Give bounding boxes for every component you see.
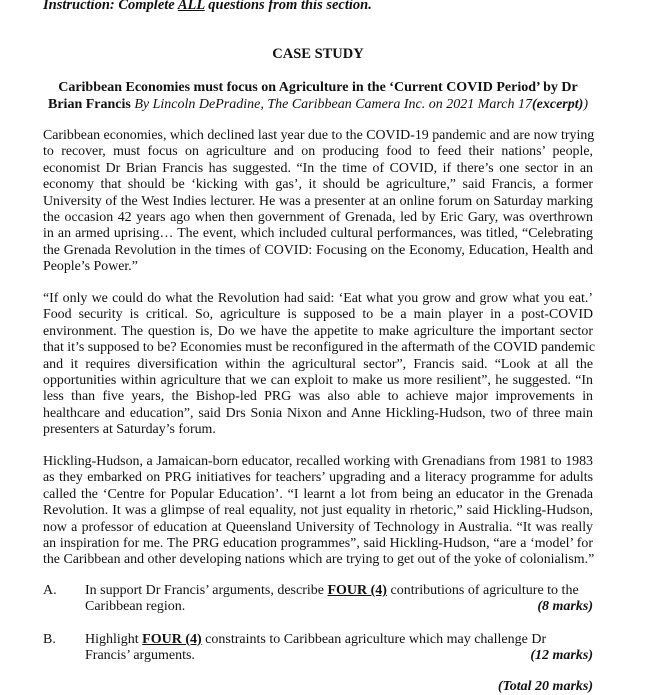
- paragraph-line: Caribbean economies, which declined last year due to the COVID-19 pandemic and are now trying: [43, 128, 595, 143]
- paragraph-line: People’s Power.”: [43, 259, 138, 275]
- instruction-emphasis: ALL: [177, 0, 205, 13]
- paragraph-line: economy that should be ‘kicking with gas’, it should be agriculture,” said Francis, a former: [43, 177, 593, 193]
- paragraph-2: [43, 291, 596, 439]
- article-title-line2: Brian Francis: [48, 96, 131, 112]
- question-text: In support Dr Francis’ arguments, describe FOUR (4) contributions of agriculture to the Caribbean region. (8 marks): [85, 583, 593, 615]
- paragraph-line: the Caribbean and other developing nations which are trying to get out of the yoke of colonialism.”: [43, 552, 595, 568]
- paragraph-line: economist Dr Brian Francis has suggested. “In the time of COVID, if there’s one sector in an: [43, 160, 593, 176]
- question-letter: B.: [43, 632, 56, 647]
- paragraph-line: called the ‘Centre for Popular Education’. “I learnt a lot from being an educator in the Grenada: [43, 486, 593, 502]
- paragraph-line: now a professor of education at Queensland University of Technology in Australia. “It was really: [43, 519, 593, 535]
- instruction-text: Instruction: Complete ALL questions from this section.: [43, 0, 372, 14]
- question-text: Highlight FOUR (4) constraints to Caribbean agriculture which may challenge Dr Francis’ arguments. (12 marks): [85, 632, 593, 664]
- article-byline: By Lincoln DePradine, The Caribbean Camera Inc. on 2021 March 17(excerpt)): [130, 96, 588, 112]
- paragraph-line: healthcare and education”, said Drs Sonia Nixon and Anne Hickling-Hudson, two of three main: [43, 405, 593, 421]
- paragraph-line: opportunities within agriculture that we can exploit to make us more resilient”, he suggested. “In: [43, 373, 593, 389]
- paragraph-line: Food security is critical. So, agriculture is supposed to be a main player in a post-COVID: [43, 307, 593, 323]
- article-title-line1: Caribbean Economies must focus on Agriculture in the ‘Current COVID Period’ by Dr: [58, 80, 578, 95]
- paragraph-line: that it’s supposed to be? Economies must be reconfigured in the aftermath of the COVID pandemic: [43, 340, 596, 356]
- paragraph-line: presenters at Saturday’s forum.: [43, 422, 216, 438]
- paragraph-line: University of the West Indies lecturer. He was a presenter at an online forum on Saturday marking: [43, 193, 593, 209]
- paragraph-3: [43, 454, 593, 569]
- paragraph-line: the Grenada Revolution in the times of COVID: Focusing on the Economy, Education, Health and: [43, 242, 593, 258]
- paragraph-1: [43, 128, 593, 276]
- article-excerpt-label: (excerpt): [532, 96, 584, 112]
- question-count-emphasis: FOUR (4): [142, 632, 202, 647]
- total-marks: (Total 20 marks): [497, 679, 593, 694]
- paragraph-line: to recover, must focus on agriculture and on producing food to feed their nations’ people,: [43, 144, 593, 160]
- paragraph-line: Revolution. It was a glimpse of real equality, not just equality in rhetoric,” said Hickling-Hudson,: [43, 503, 593, 519]
- paragraph-line: the occasion 42 years ago when then government of Grenada, led by Eric Gary, was overthrown: [43, 210, 593, 226]
- question-letter: A.: [43, 583, 57, 598]
- paragraph-line: as they embarked on PRG initiatives for teachers’ upgrading and a literacy programme for adults: [43, 470, 593, 486]
- case-study-heading: CASE STUDY: [272, 46, 364, 62]
- paragraph-line: “If only we could do what the Revolution had said: ‘Eat what you grow and grow what you eat.’: [43, 291, 593, 306]
- paragraph-line: an inspiration for me. The PRG education programmes”, said Hickling-Hudson, “are a ‘model’ for: [43, 536, 593, 552]
- paragraph-line: and it requires diversification within the agricultural sector”, Francis said. “Look at all the: [43, 356, 593, 372]
- article-title: [43, 80, 593, 113]
- paragraph-line: in an armed uprising… The event, which included cultural performances, was titled, “Celebrating: [43, 226, 593, 242]
- question-count-emphasis: FOUR (4): [327, 583, 387, 598]
- question-marks: (12 marks): [530, 648, 593, 664]
- paragraph-line: less than five years, the Bishop-led PRG was also able to achieve major improvements in: [43, 389, 593, 405]
- question-marks: (8 marks): [537, 599, 593, 615]
- paragraph-line: Hickling-Hudson, a Jamaican-born educator, recalled working with Grenadians from 1981 to 1983: [43, 454, 593, 469]
- paragraph-line: environment. The question is, Do we have the appetite to make agriculture the important sector: [43, 323, 593, 339]
